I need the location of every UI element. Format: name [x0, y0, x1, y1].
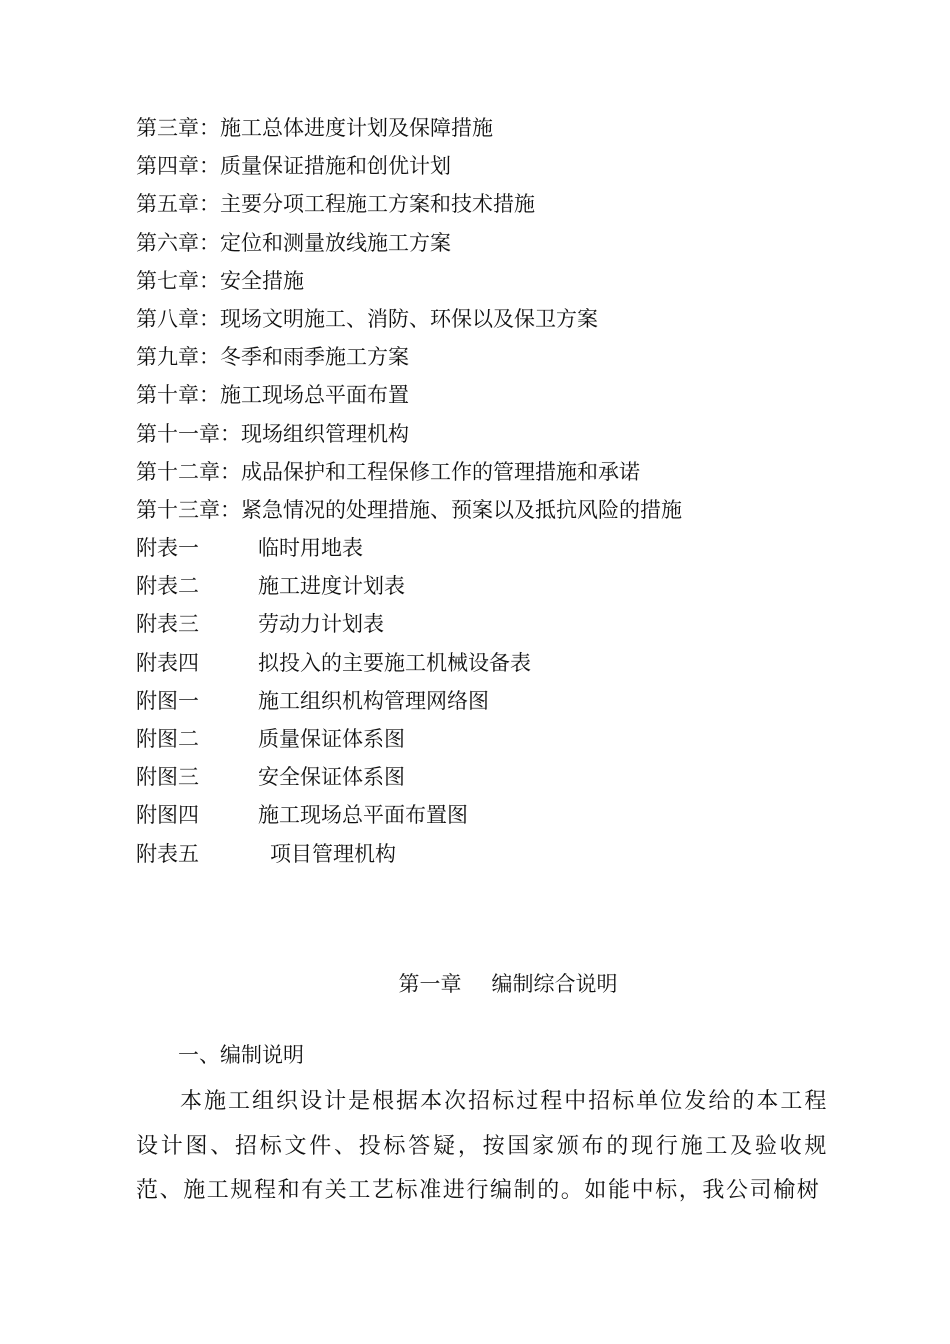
appendix-title: 临时用地表	[258, 536, 363, 561]
toc-appendix-table-4	[136, 644, 856, 682]
appendix-label: 附图一	[136, 688, 199, 713]
toc-appendix-table-2	[136, 567, 856, 605]
chapter-title: 编制综合说明	[491, 972, 618, 996]
appendix-label: 附图三	[136, 765, 199, 790]
chapter-number: 第一章	[398, 972, 462, 996]
toc-chapter-4: 第四章：质量保证措施和创优计划	[136, 154, 451, 179]
appendix-title: 施工组织机构管理网络图	[258, 688, 489, 713]
toc-chapter-13: 第十三章：紧急情况的处理措施、预案以及抵抗风险的措施	[136, 497, 682, 522]
appendix-label: 附表一	[136, 536, 199, 561]
appendix-label: 附表五	[136, 841, 199, 866]
appendix-title: 劳动力计划表	[258, 612, 384, 637]
toc-chapter-6: 第六章：定位和测量放线施工方案	[136, 230, 451, 255]
appendix-title: 拟投入的主要施工机械设备表	[258, 650, 531, 675]
toc-chapter-8: 第八章：现场文明施工、消防、环保以及保卫方案	[136, 306, 598, 331]
toc-chapter-9: 第九章：冬季和雨季施工方案	[136, 345, 409, 370]
appendix-title: 项目管理机构	[270, 841, 396, 866]
appendix-label: 附图二	[136, 727, 199, 751]
table-of-contents	[136, 109, 856, 873]
appendix-label: 附表二	[136, 574, 199, 599]
appendix-title: 施工进度计划表	[258, 574, 405, 599]
toc-chapter-5: 第五章：主要分项工程施工方案和技术措施	[136, 192, 535, 217]
toc-chapter-10: 第十章：施工现场总平面布置	[136, 383, 409, 408]
toc-appendix-figure-3	[136, 758, 856, 796]
section-heading: 一、编制说明	[178, 1043, 304, 1067]
toc-appendix-table-5	[136, 835, 856, 873]
toc-chapter-3: 第三章：施工总体进度计划及保障措施	[136, 116, 493, 140]
appendix-title: 安全保证体系图	[258, 765, 405, 790]
toc-appendix-figure-4	[136, 796, 856, 834]
toc-chapter-7: 第七章：安全措施	[136, 268, 304, 293]
chapter-heading	[0, 966, 950, 1002]
toc-appendix-table-3	[136, 605, 856, 643]
toc-appendix-figure-2	[136, 720, 856, 758]
appendix-label: 附图四	[136, 803, 199, 828]
appendix-label: 附表四	[136, 650, 199, 675]
toc-appendix-figure-1	[136, 682, 856, 720]
appendix-label: 附表三	[136, 612, 199, 637]
appendix-title: 质量保证体系图	[258, 727, 405, 751]
toc-chapter-12: 第十二章：成品保护和工程保修工作的管理措施和承诺	[136, 459, 640, 484]
toc-appendix-table-1	[136, 529, 856, 567]
body-paragraph: 本施工组织设计是根据本次招标过程中招标单位发给的本工程设计图、招标文件、投标答疑，按国家颁布的现行施工及验收规范、施工规程和有关工艺标准进行编制的。如能中标，我公司榆树	[136, 1089, 828, 1203]
appendix-title: 施工现场总平面布置图	[258, 803, 468, 828]
toc-chapter-11: 第十一章：现场组织管理机构	[136, 421, 409, 446]
